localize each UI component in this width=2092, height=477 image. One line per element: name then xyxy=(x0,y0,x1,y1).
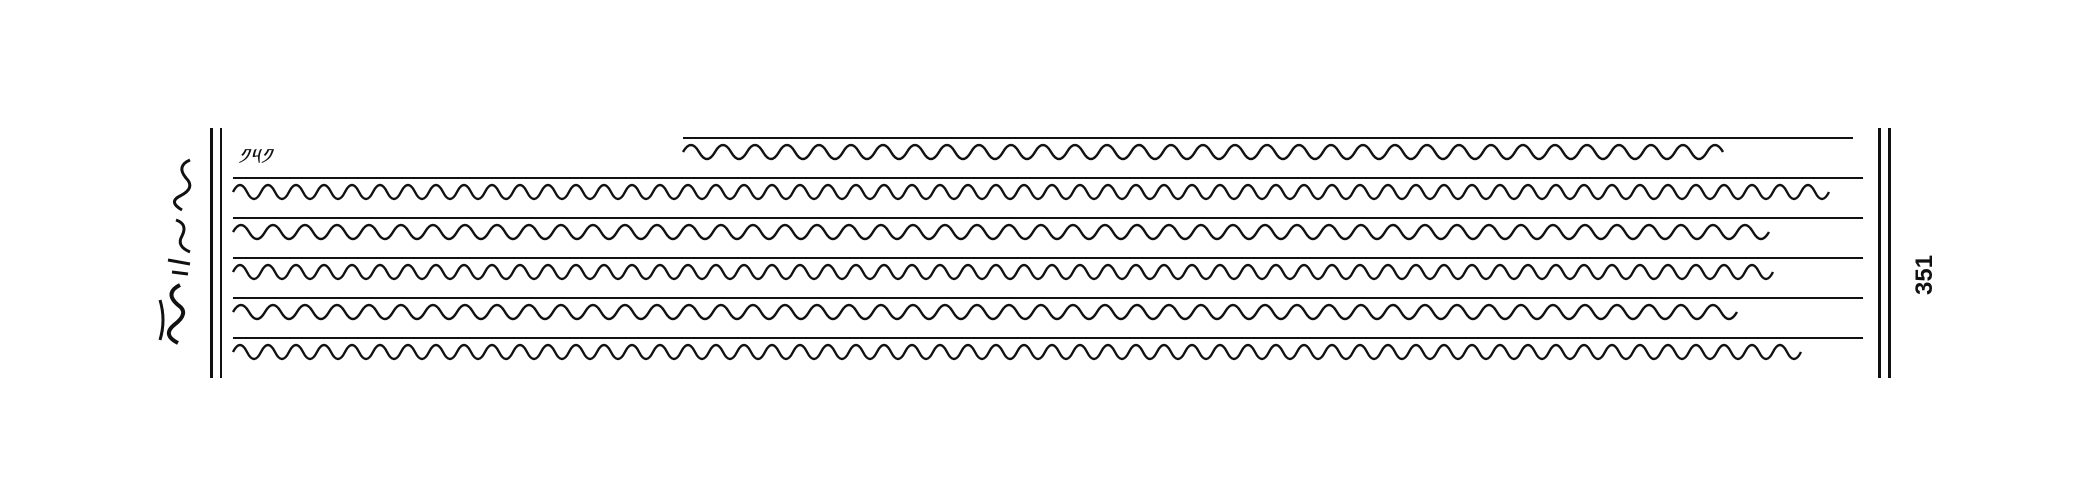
text-line-5-script xyxy=(228,290,1873,324)
text-line-6 xyxy=(228,330,1873,364)
left-inner-rule xyxy=(220,128,222,378)
text-block xyxy=(228,130,1873,375)
right-inner-rule xyxy=(1878,128,1881,378)
text-line-6-script xyxy=(228,330,1873,364)
text-line-1 xyxy=(228,130,1873,170)
left-outer-rule xyxy=(210,128,213,378)
margin-annotation xyxy=(150,150,208,360)
text-line-4 xyxy=(228,250,1873,284)
right-outer-rule xyxy=(1888,128,1891,378)
text-line-2 xyxy=(228,170,1873,204)
text-line-3-script xyxy=(228,210,1873,244)
text-line-1-script xyxy=(228,130,1873,164)
page-number: 351 xyxy=(1911,254,1938,296)
text-line-3 xyxy=(228,210,1873,244)
margin-annotation-script xyxy=(150,150,208,360)
text-line-4-script xyxy=(228,250,1873,284)
text-line-2-script xyxy=(228,170,1873,204)
text-line-5 xyxy=(228,290,1873,324)
folio-label: ༡༥༡ xyxy=(238,145,273,170)
